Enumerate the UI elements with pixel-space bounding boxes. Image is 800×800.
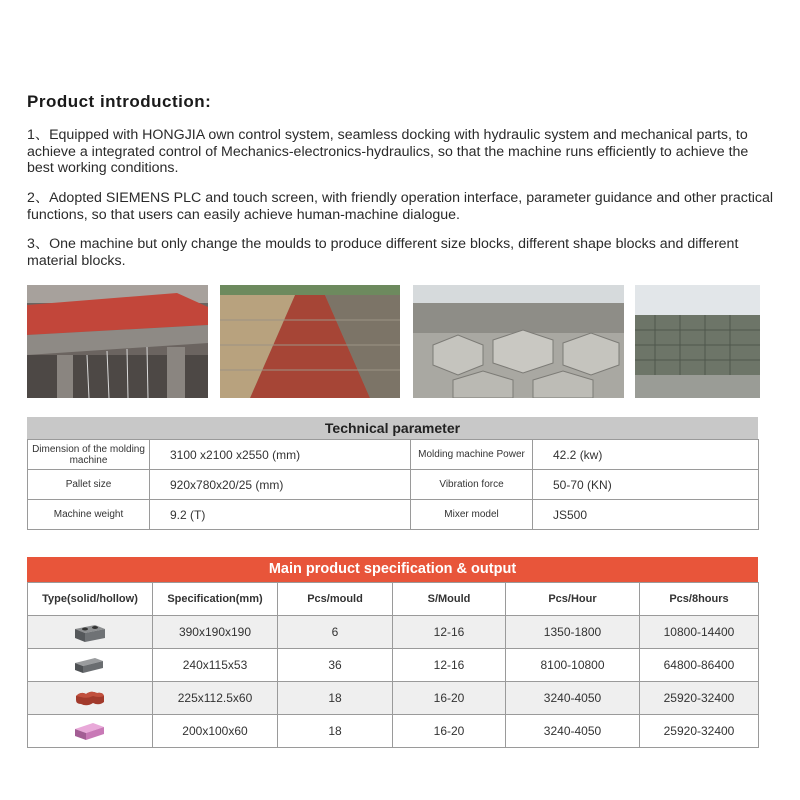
product-photo-water-permeable-brick: [27, 285, 208, 398]
param-label: Pallet size: [28, 470, 150, 500]
pcs-hour-cell: 3240-4050: [506, 682, 640, 715]
param-label: Molding machine Power: [411, 440, 533, 470]
s-mould-cell: 16-20: [393, 682, 506, 715]
table-row: [28, 649, 759, 682]
technical-parameter-header: Technical parameter: [27, 417, 758, 439]
pcs-mould-cell: 6: [278, 616, 393, 649]
column-header: Specification(mm): [153, 583, 278, 616]
pcs-8hours-cell: 64800-86400: [640, 649, 759, 682]
pcs-8hours-cell: 25920-32400: [640, 682, 759, 715]
pcs-8hours-cell: 25920-32400: [640, 715, 759, 748]
pcs-mould-cell: 36: [278, 649, 393, 682]
table-header-row: [28, 583, 759, 616]
table-row: [28, 616, 759, 649]
pcs-8hours-cell: 10800-14400: [640, 616, 759, 649]
s-mould-cell: 16-20: [393, 715, 506, 748]
technical-parameter-table: [27, 439, 759, 530]
param-value: 50-70 (KN): [533, 470, 759, 500]
param-value: 3100 x2100 x2550 (mm): [150, 440, 411, 470]
param-label: Mixer model: [411, 500, 533, 530]
intro-paragraph-3: 3、One machine but only change the moulds to produce different size blocks, different shape blocks and different material blocks.: [27, 236, 739, 269]
block-type-cell: [28, 649, 153, 682]
pcs-mould-cell: 18: [278, 682, 393, 715]
pcs-hour-cell: 8100-10800: [506, 649, 640, 682]
spec-output-table: [27, 582, 759, 748]
column-header: S/Mould: [393, 583, 506, 616]
table-row: [28, 470, 759, 500]
param-value: JS500: [533, 500, 759, 530]
table-row: [28, 440, 759, 470]
spec-cell: 200x100x60: [153, 715, 278, 748]
solid-brick-icon: [73, 654, 107, 676]
product-photo-stacked-blocks: [635, 285, 760, 398]
param-label: Vibration force: [411, 470, 533, 500]
spec-cell: 390x190x190: [153, 616, 278, 649]
hollow-block-icon: [73, 621, 107, 643]
table-row: [28, 715, 759, 748]
column-header: Type(solid/hollow): [28, 583, 153, 616]
intro-paragraph-2: 2、Adopted SIEMENS PLC and touch screen, with friendly operation interface, parameter guidance and other practical functions, so that users can easily achieve human-machine dialogue.: [27, 190, 774, 223]
block-type-cell: [28, 715, 153, 748]
intro-paragraph-1: 1、Equipped with HONGJIA own control system, seamless docking with hydraulic system and mechanical parts, to achieve a integrated control of Mechanics-electronics-hydraulics, so that the machine runs efficiently to achieve the best working conditions.: [27, 127, 749, 176]
column-header: Pcs/mould: [278, 583, 393, 616]
param-value: 42.2 (kw): [533, 440, 759, 470]
param-label: Machine weight: [28, 500, 150, 530]
spec-cell: 240x115x53: [153, 649, 278, 682]
red-paver-icon: [73, 687, 107, 709]
section-title: Product introduction:: [27, 92, 212, 111]
pink-paver-icon: [73, 720, 107, 742]
block-type-cell: [28, 682, 153, 715]
block-type-cell: [28, 616, 153, 649]
pcs-hour-cell: 1350-1800: [506, 616, 640, 649]
param-label: Dimension of the molding machine: [28, 440, 150, 470]
param-value: 9.2 (T): [150, 500, 411, 530]
table-row: [28, 500, 759, 530]
pcs-mould-cell: 18: [278, 715, 393, 748]
spec-output-header: Main product specification & output: [27, 557, 758, 582]
column-header: Pcs/8hours: [640, 583, 759, 616]
param-value: 920x780x20/25 (mm): [150, 470, 411, 500]
column-header: Pcs/Hour: [506, 583, 640, 616]
product-photo-hexagon-blocks: [413, 285, 624, 398]
s-mould-cell: 12-16: [393, 649, 506, 682]
pcs-hour-cell: 3240-4050: [506, 715, 640, 748]
s-mould-cell: 12-16: [393, 616, 506, 649]
spec-cell: 225x112.5x60: [153, 682, 278, 715]
table-row: [28, 682, 759, 715]
product-photo-paved-road: [220, 285, 400, 398]
